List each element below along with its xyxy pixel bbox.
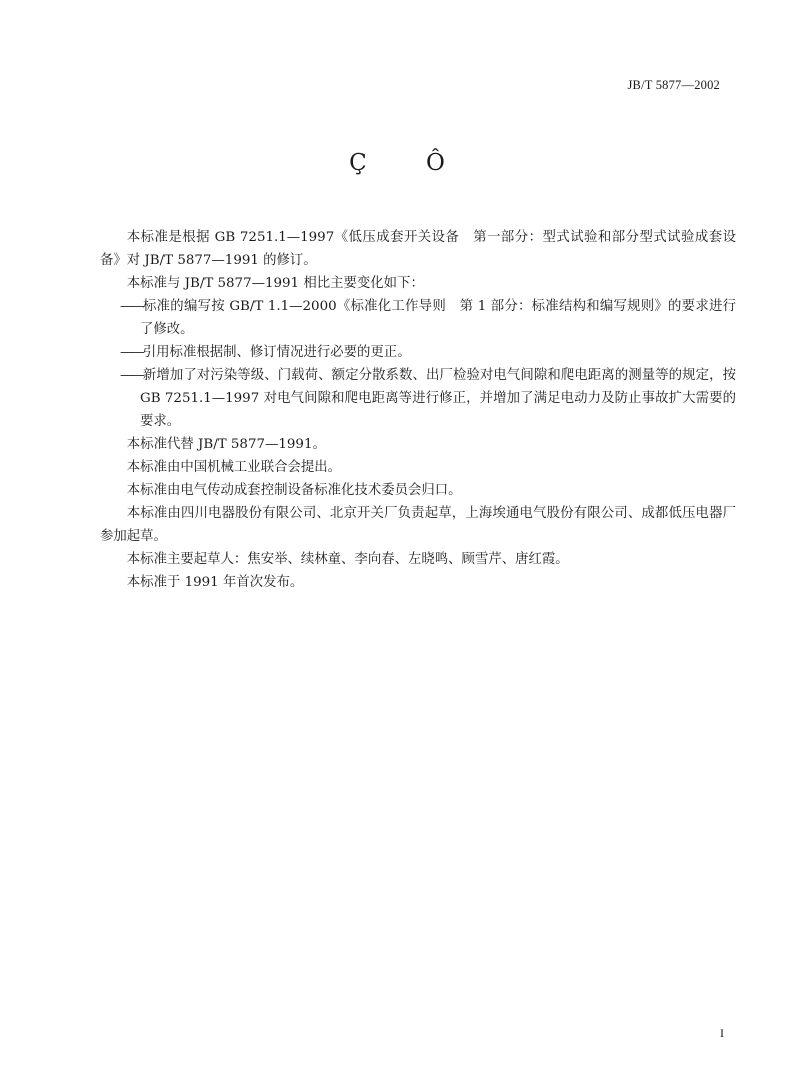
document-code: JB/T 5877—2002: [627, 78, 720, 92]
page-number: I: [720, 1026, 724, 1040]
foreword-body: [100, 226, 736, 594]
item-text: 标准的编写按 GB/T 1.1—2000《标准化工作导则 第 1 部分：标准结构和编写规则》的要求进行了修改。: [140, 299, 736, 337]
paragraph-first-issue: 本标准于 1991 年首次发布。: [126, 575, 304, 590]
list-item: [100, 341, 736, 364]
list-item: [100, 295, 736, 341]
paragraph-changes-intro: 本标准与 JB/T 5877—1991 相比主要变化如下：: [126, 276, 424, 291]
paragraph-centralized-by: 本标准由电气传动成套控制设备标准化技术委员会归口。: [126, 483, 462, 498]
item-text: 引用标准根据制、修订情况进行必要的更正。: [142, 345, 411, 360]
item-dash: ——: [120, 368, 143, 383]
paragraph-revision-basis: 本标准是根据 GB 7251.1—1997《低压成套开关设备 第一部分：型式试验和部分型式试验成套设备》对 JB/T 5877—1991 的修订。: [100, 230, 736, 268]
paragraph-drafting-units: 本标准由四川电器股份有限公司、北京开关厂负责起草，上海埃通电气股份有限公司、成都低压电器厂参加起草。: [100, 506, 736, 544]
item-text: 新增加了对污染等级、门载荷、额定分散系数、出厂检验对电气间隙和爬电距离的测量等的规定，按 GB 7251.1—1997 对电气间隙和爬电距离等进行修正，并增加了满足电动力及防止事故扩大需要的要求。: [140, 368, 736, 429]
page-title: Ç Ô: [349, 150, 451, 176]
paragraph-replaces: 本标准代替 JB/T 5877—1991。: [126, 437, 326, 452]
list-item: [100, 364, 736, 433]
paragraph-drafters: 本标准主要起草人：焦安举、续林童、李向春、左晓鸣、顾雪芹、唐红霞。: [126, 552, 569, 567]
item-dash: ——: [120, 345, 143, 360]
item-dash: ——: [120, 299, 143, 314]
paragraph-proposed-by: 本标准由中国机械工业联合会提出。: [126, 460, 342, 475]
